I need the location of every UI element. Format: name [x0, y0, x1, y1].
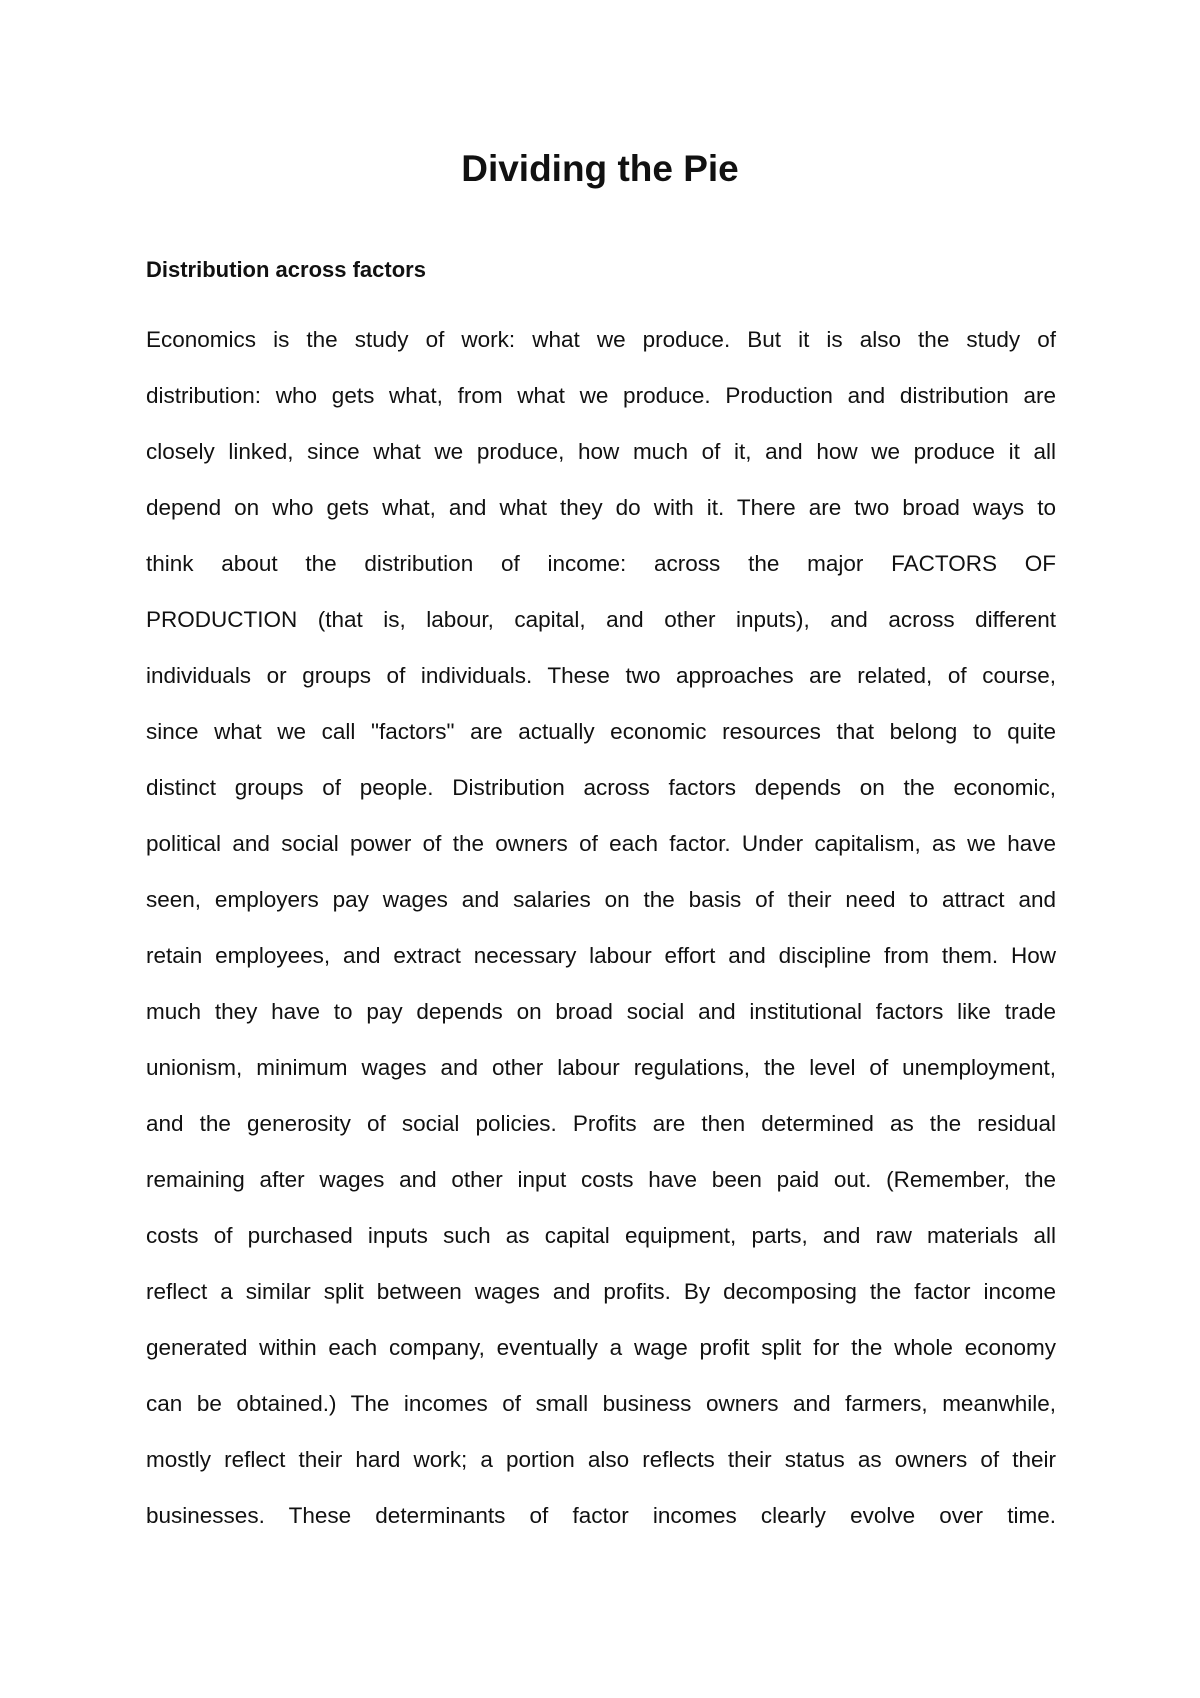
- paragraph-line: individuals or groups of individuals. These two approaches are related, of course,: [146, 663, 1056, 688]
- paragraph-line: mostly reflect their hard work; a portion also reflects their status as owners of their: [146, 1447, 1056, 1472]
- paragraph-line: Economics is the study of work: what we produce. But it is also the study of: [146, 327, 1056, 352]
- paragraph-line: generated within each company, eventually a wage profit split for the whole economy: [146, 1335, 1056, 1360]
- paragraph-line: PRODUCTION (that is, labour, capital, and other inputs), and across different: [146, 607, 1056, 632]
- paragraph-line: depend on who gets what, and what they do with it. There are two broad ways to: [146, 495, 1056, 520]
- paragraph-line: reflect a similar split between wages and profits. By decomposing the factor income: [146, 1279, 1056, 1304]
- paragraph-line: much they have to pay depends on broad social and institutional factors like trade: [146, 999, 1056, 1024]
- paragraph-line: political and social power of the owners of each factor. Under capitalism, as we have: [146, 831, 1056, 856]
- paragraph-line: businesses. These determinants of factor incomes clearly evolve over time.: [146, 1503, 1056, 1528]
- paragraph-line: costs of purchased inputs such as capital equipment, parts, and raw materials all: [146, 1223, 1056, 1248]
- paragraph-line: since what we call "factors" are actually economic resources that belong to quite: [146, 719, 1056, 744]
- paragraph-line: and the generosity of social policies. Profits are then determined as the residual: [146, 1111, 1056, 1136]
- paragraph-line: distribution: who gets what, from what we produce. Production and distribution are: [146, 383, 1056, 408]
- paragraph-line: can be obtained.) The incomes of small business owners and farmers, meanwhile,: [146, 1391, 1056, 1416]
- paragraph-line: retain employees, and extract necessary labour effort and discipline from them. How: [146, 943, 1056, 968]
- document-title: Dividing the Pie: [461, 148, 739, 189]
- paragraph-line: seen, employers pay wages and salaries on the basis of their need to attract and: [146, 887, 1056, 912]
- paragraph-line: unionism, minimum wages and other labour regulations, the level of unemployment,: [146, 1055, 1056, 1080]
- paragraph-line: distinct groups of people. Distribution across factors depends on the economic,: [146, 775, 1056, 800]
- section-heading: Distribution across factors: [146, 257, 426, 282]
- paragraph-line: remaining after wages and other input costs have been paid out. (Remember, the: [146, 1167, 1056, 1192]
- paragraph-line: closely linked, since what we produce, how much of it, and how we produce it all: [146, 439, 1056, 464]
- paragraph-line: think about the distribution of income: across the major FACTORS OF: [146, 551, 1056, 576]
- body-paragraph: [146, 325, 1056, 1557]
